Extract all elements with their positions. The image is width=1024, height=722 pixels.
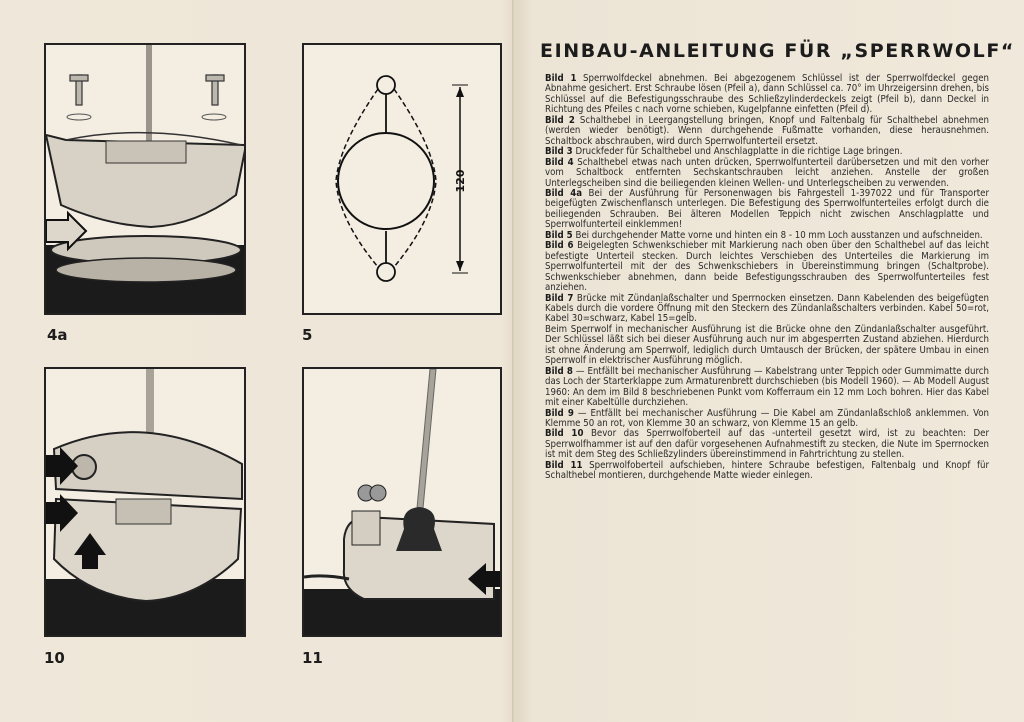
instruction-text: Brücke mit Zündanlaßschalter und Sperrnocken einsetzen. Dann Kabelenden des beigefügten Kabels durch die vordere Öffnung mit den Steckern des Zündanlaßschalters verbinden. Kabel 50=rot, Kabel 30=schwarz, Kabel 15=gelb. [545,292,989,325]
instruction-bild-2 [545,116,989,147]
figure-10-illustration [46,369,244,635]
instruction-number: Bild 6 [545,240,574,252]
instruction-bild-9 [545,409,989,430]
instruction-number: Bild 5 [545,229,573,241]
instruction-number: Bild 9 [545,407,574,419]
figure-11-illustration [304,369,500,635]
instruction-number: Bild 3 [545,146,573,158]
figure-5-diagram [304,45,500,313]
dimension-label: 120 [454,169,467,193]
instruction-mechanical-note [545,325,989,367]
instruction-text: Bei der Ausführung für Personenwagen bis Fahrgestell 1-397022 und für Transporter beigefügten Zwischenflansch unterlegen. Die Befestigung des Sperrwolfunterteiles erfolgt durch die beiliegenden Schrauben. Bei älteren Modellen Teppich nicht zwischen Anschlagplatte und Sperrwolfunterteil einklemmen! [545,187,989,231]
instruction-number: Bild 7 [545,292,574,304]
instruction-text: Druckfeder für Schalthebel und Anschlagplatte in die richtige Lage bringen. [575,146,903,158]
instruction-bild-4a [545,189,989,231]
figure-4a [44,43,246,315]
figure-5-label: 5 [302,326,313,344]
instruction-text: Sperrwolfdeckel abnehmen. Bei abgezogenem Schlüssel ist der Sperrwolfdeckel gegen Abnahme gesichert. Erst Schraube lösen (Pfeil a), dann Schlüssel ca. 70° im Uhrzeigersinn drehen, bis Schlüssel auf die Befestigungsschraube des Schließzylinderdeckels zeigt (Pfeil b), dann Deckel in Richtung des Pfeiles c nach vorne schieben, Kugelpfanne einfetten (Pfeil d). [545,73,989,116]
center-fold [512,0,515,722]
instruction-text: — Entfällt bei mechanischer Ausführung — Kabelstrang unter Teppich oder Gummimatte durch das Loch der Starterklappe zum Armaturenbrett durchschieben (bis Modell 1960). — Ab Modell August 1960: An dem im Bild 8 beschriebenen Punkt vom Kofferraum ein 12 mm Loch bohren. Hier das Kabel mit einer Kabeltülle durchziehen. [545,365,989,409]
instruction-bild-7 [545,294,989,325]
instructions-body [545,74,989,482]
instruction-number: Bild 11 [545,459,583,471]
figure-11-label: 11 [302,649,323,667]
instruction-bild-6 [545,241,989,293]
instruction-text: — Entfällt bei mechanischer Ausführung — Die Kabel am Zündanlaßschloß anklemmen. Von Klemme 50 an rot, von Klemme 30 an schwarz, von Klemme 15 an gelb. [545,407,989,429]
instruction-text: Sperrwolfoberteil aufschieben, hintere Schraube befestigen, Faltenbalg und Knopf für Schalthebel montieren, durchgehende Matte wieder einlegen. [545,459,989,482]
instruction-number: Bild 1 [545,73,577,84]
instruction-text: Schalthebel etwas nach unten drücken, Sperrwolfunterteil darübersetzen und mit den vorher vom Schaltbock entfernten Sechskantschrauben leicht anziehen. Anstelle der großen Unterlegscheiben sind die beiliegenden kleinen Wellen- und Unterlegscheiben zu verwenden. [545,156,989,189]
instruction-bild-1 [545,74,989,116]
instruction-bild-4 [545,158,989,189]
instruction-number: Bild 4a [545,187,583,199]
instruction-number: Bild 10 [545,428,584,440]
instruction-number: Bild 2 [545,114,575,126]
instruction-bild-11 [545,461,989,482]
figure-10-label: 10 [44,649,65,667]
figure-4a-label: 4a [47,326,68,344]
instruction-number: Bild 4 [545,156,574,168]
figure-5 [302,43,502,315]
instruction-bild-10 [545,429,989,460]
instruction-bild-8 [545,367,989,409]
instruction-number: Bild 8 [545,365,573,377]
document-title: EINBAU-ANLEITUNG FÜR „SPERRWOLF“ [540,40,1015,62]
instruction-text: Beim Sperrwolf in mechanischer Ausführung ist die Brücke ohne den Zündanlaßschalter ausgeführt. Der Schlüssel läßt sich bei dieser Ausführung auch nur im abgesperrten Zustand abziehen. Hierdurch ist ohne Änderung am Sperrwolf, lediglich durch Umtausch der Brücken, der spätere Umbau in einen Sperrwolf in elektrischer Ausführung möglich. [545,323,989,367]
instruction-text: Bei durchgehender Matte vorne und hinten ein 8 - 10 mm Loch ausstanzen und aufschneiden. [575,229,983,241]
instruction-text: Schalthebel in Leergangstellung bringen, Knopf und Faltenbalg für Schalthebel abnehmen (werden wieder benötigt). Wenn durchgehende Fußmatte vorhanden, diese herausnehmen. Schaltbock abschrauben, wird durch Sperrwolfunterteil ersetzt. [545,114,989,147]
figure-4a-illustration [46,45,244,313]
instruction-text: Bevor das Sperrwolfoberteil auf das -unterteil gesetzt wird, ist zu beachten: Der Sperrwolfhammer ist auf den dafür vorgesehenen Aufnahmestift zu stecken, die Nute im Sperrnocken ist mit dem Steg des Schließzylinders übereinstimmend in Fahrtrichtung zu stellen. [545,428,989,461]
figure-11 [302,367,502,637]
instruction-text: Beigelegten Schwenkschieber mit Markierung nach oben über den Schalthebel auf das leicht befestigte Unterteil stecken. Durch leichtes Verschieben des Unterteiles die Markierung im Sperrwolfunterteil mit der des Schwenkschiebers in Übereinstimmung bringen (Schaltprobe). Schwenkschieber abnehmen, dann beide Befestigungsschrauben des Sperrwolfunterteiles fest anziehen. [545,240,989,294]
figure-10 [44,367,246,637]
